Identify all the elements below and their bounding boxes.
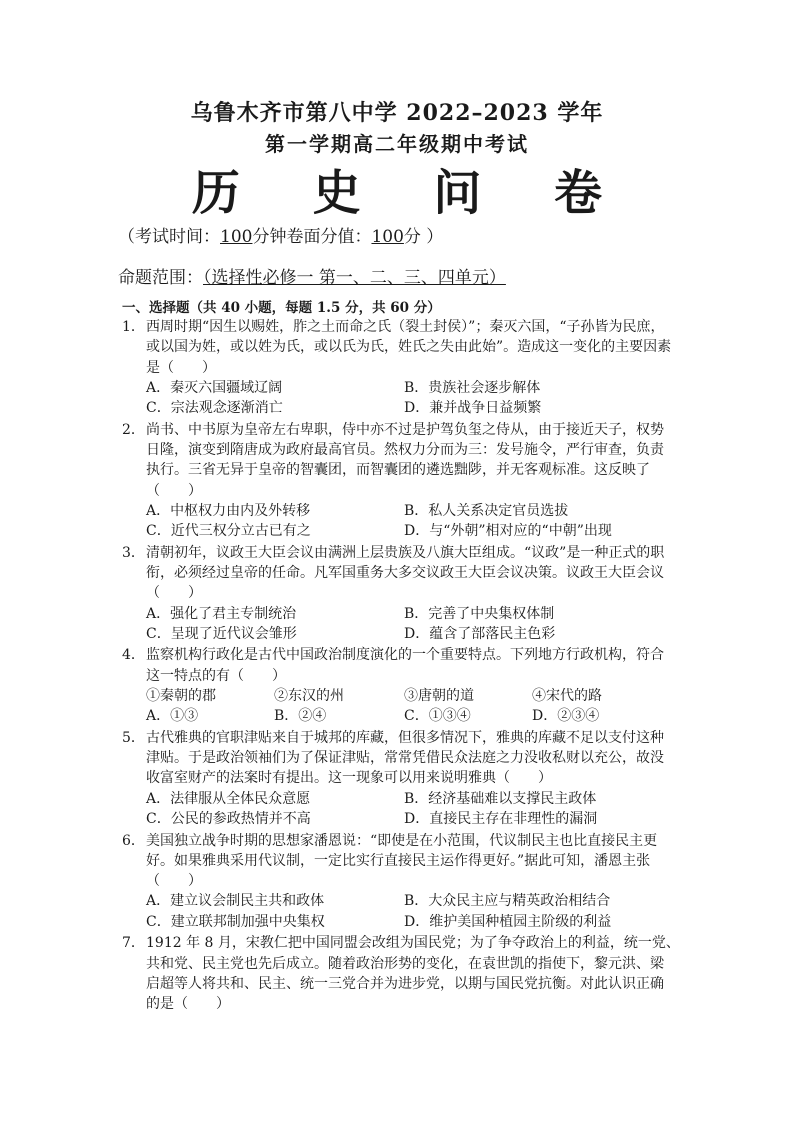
question-number: 5． [122, 729, 145, 746]
option: C．近代三权分立古已有之 [146, 523, 311, 540]
option: D．蕴含了部落民主色彩 [404, 625, 556, 642]
question-text-line: 收富室财产的法案时有提出。这一现象可以用来说明雅典（ ） [146, 770, 552, 787]
question-text-line: 执行。三省无异于皇帝的智囊团，而智囊团的遴选黜陟，并无客观标准。这反映了 [146, 462, 650, 479]
option: A．中枢权力由内及外转移 [146, 502, 311, 519]
scope-label: 命题范围： [118, 268, 203, 288]
question-text-line: 启超等人将共和、民主、统一三党合并为进步党，以期与国民党抗衡。对此认识正确 [146, 975, 664, 992]
question-text-line: 尚书、中书原为皇帝左右卑职，侍中亦不过是护驾负玺之侍从，由于接近天子，权势 [146, 421, 664, 438]
question-text-line: 美国独立战争时期的思想家潘恩说：“即使是在小范围，代议制民主也比直接民主更 [146, 832, 658, 849]
option: B．完善了中央集权体制 [404, 605, 555, 622]
option: A．法律服从全体民众意愿 [146, 790, 311, 807]
option: D．直接民主存在非理性的漏洞 [404, 811, 598, 827]
statement-item: ②东汉的州 [274, 688, 344, 704]
question-text-line: 好。如果雅典采用代议制，一定比实行直接民主运作得更好。”据此可知，潘恩主张 [146, 852, 651, 869]
question-text-line: 是（ ） [146, 359, 216, 376]
question-text-line: 古代雅典的官职津贴来自于城邦的库藏，但很多情况下，雅典的库藏不足以支付这种 [146, 729, 664, 746]
question-text-line: 西周时期“因生以赐姓，胙之土而命之氏（裂土封侯）”；秦灭六国，“子孙皆为民庶， [146, 319, 665, 335]
option: B．贵族社会逐步解体 [404, 379, 541, 396]
statement-item: ①秦朝的郡 [146, 688, 216, 704]
option: A．秦灭六国疆域辽阔 [146, 379, 283, 396]
option: D．与“外朝”相对应的“中朝”出现 [404, 523, 612, 540]
option: B．②④ [274, 708, 327, 725]
exam-time: 100 [220, 227, 253, 247]
info-middle: 分钟卷面分值： [252, 227, 372, 247]
question-text-line: 或以国为姓，或以姓为氏，或以氏为氏，姓氏之失由此始”。造成这一变化的主要因素 [146, 339, 672, 356]
option: C．宗法观念逐渐消亡 [146, 400, 283, 417]
question-number: 7． [122, 935, 145, 952]
option: D．②③④ [532, 708, 600, 725]
question-text-line: （ ） [146, 873, 202, 890]
question-text-line: 监察机构行政化是古代中国政治制度演化的一个重要特点。下列地方行政机构，符合 [146, 647, 664, 664]
option: C．①③④ [404, 708, 471, 725]
question-text-line: 1912 年 8 月，宋教仁把中国同盟会改组为国民党；为了争夺政治上的利益，统一党、 [146, 935, 680, 952]
question-number: 1． [122, 319, 145, 335]
question-text-line: （ ） [146, 482, 202, 499]
question-number: 3． [122, 544, 145, 561]
statement-item: ③唐朝的道 [404, 688, 474, 704]
option: A．①③ [146, 708, 199, 725]
option: C．呈现了近代议会雏形 [146, 625, 297, 642]
exam-scope [118, 263, 506, 288]
question-text-line: 日隆，演变到隋唐成为政府最高官员。然权力分而为三：发号施令，严行审查，负责 [146, 442, 664, 458]
question-number: 4． [122, 647, 145, 664]
option: B．经济基础难以支撑民主政体 [404, 790, 597, 807]
subject-title: 历 史 问 卷 [191, 165, 631, 221]
option: D．兼并战争日益频繁 [404, 400, 542, 417]
option: D．维护美国种植园主阶级的利益 [404, 913, 612, 930]
section-title: 一、选择题（共 40 小题，每题 1.5 分，共 60 分） [122, 300, 441, 316]
question-text-line: 清朝初年，议政王大臣会议由满洲上层贵族及八旗大臣组成。“议政”是一种正式的职 [146, 544, 665, 561]
option: C．公民的参政热情并不高 [146, 811, 311, 827]
question-text-line: 的是（ ） [146, 996, 230, 1013]
option: B．大众民主应与精英政治相结合 [404, 893, 611, 910]
option: A．建立议会制民主共和政体 [146, 893, 325, 910]
question-number: 2． [122, 421, 145, 438]
statement-item: ④宋代的路 [532, 688, 602, 704]
scope-value: （选择性必修一 第一、二、三、四单元） [203, 268, 506, 288]
option: A．强化了君主专制统治 [146, 605, 297, 622]
info-prefix: （考试时间： [118, 227, 220, 247]
question-text-line: （ ） [146, 585, 202, 602]
question-number: 6． [122, 832, 145, 849]
exam-info [118, 222, 443, 247]
exam-score: 100 [371, 227, 404, 247]
info-suffix: 分 ） [403, 227, 444, 247]
option: C．建立联邦制加强中央集权 [146, 913, 325, 930]
question-text-line: 共和党、民主党也先后成立。随着政治形势的变化，在袁世凯的指使下，黎元洪、梁 [146, 955, 664, 972]
question-text-line: 衔，必须经过皇帝的任命。凡军国重务大多交议政王大臣会议决策。议政王大臣会议 [146, 565, 664, 581]
school-title: 乌鲁木齐市第八中学 2022–2023 学年 [190, 100, 604, 126]
exam-title: 第一学期高二年级期中考试 [265, 132, 529, 156]
question-text-line: 这一特点的有（ ） [146, 667, 286, 684]
option: B．私人关系决定官员选拔 [404, 502, 569, 519]
question-text-line: 津贴。于是政治领袖们为了保证津贴，常常凭借民众法庭之力没收私财以充公，故没 [146, 750, 664, 767]
